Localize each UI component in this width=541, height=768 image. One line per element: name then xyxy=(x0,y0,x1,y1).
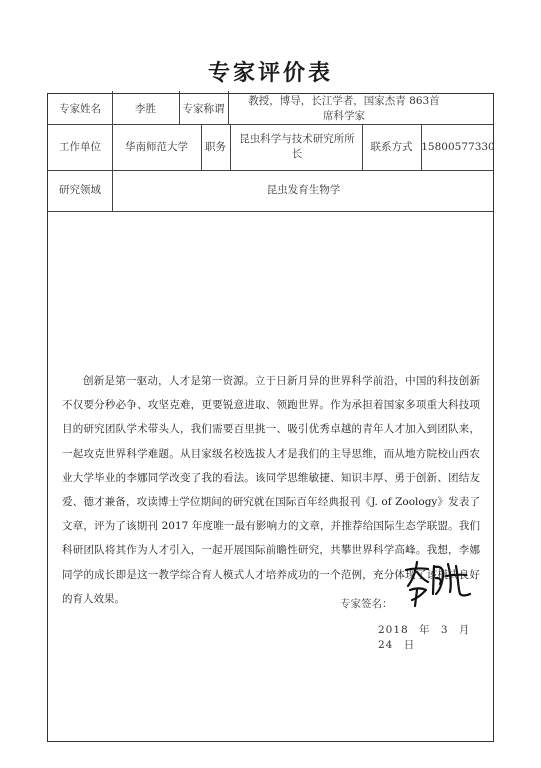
signature-label: 专家签名： xyxy=(340,598,393,610)
row-divider xyxy=(48,211,493,212)
duty-value: 昆虫科学与技术研究所所长 xyxy=(239,133,355,160)
page-title: 专家评价表 xyxy=(207,60,333,86)
expert-name-value: 李胜 xyxy=(135,102,156,115)
contact-value: 15800577330 xyxy=(421,140,495,153)
work-unit-label: 工作单位 xyxy=(59,140,101,153)
column-divider xyxy=(230,124,231,170)
research-field-label: 研究领域 xyxy=(59,184,101,196)
duty-label: 职务 xyxy=(205,140,226,153)
expert-title-value: 教授，博导，长江学者，国家杰青 863首席科学家 xyxy=(248,95,440,122)
expert-title-label: 专家称谓 xyxy=(182,102,225,115)
handwritten-signature xyxy=(400,560,472,608)
signature-date: 2018 年 3 月 24 日 xyxy=(378,624,471,651)
research-field-value: 昆虫发育生物学 xyxy=(266,184,341,196)
contact-label: 联系方式 xyxy=(370,140,413,153)
evaluation-form xyxy=(47,93,494,742)
work-unit-value: 华南师范大学 xyxy=(125,140,188,153)
evaluation-text: 创新是第一驱动，人才是第一资源。立于日新月异的世界科学前沿，中国的科技创新不仅要分秒必争、攻坚克难，更要锐意进取、领跑世界。作为承担着国家多项重大科技项目的研究团队学术带头人，我们需要百里挑一、吸引优秀卓越的青年人才加入到团队来，一起攻克世界科学难题。从目家级名校选拔人才是我们的主导思维，而从地方院校山西农业大学毕业的李娜同学改变了我的看法。该同学思维敏捷、知识丰厚、勇于创新、团结友爱、德才兼备，攻读博士学位期间的研究就在国际百年经典报刊《J. of Zoology》发表了文章，评为了该期刊 2017 年度唯一最有影响力的文章，并推荐给国际生态学联盟。我们科研团队将其作为人才引入，一起开展国际前瞻性研究，共攀世界科学高峰。我想，李娜同学的成长即是这一教学综合育人模式人才培养成功的一个范例，充分体现了该模式良好的育人效果。 xyxy=(62,375,480,605)
column-divider xyxy=(228,91,229,124)
expert-name-label: 专家姓名 xyxy=(59,102,101,115)
